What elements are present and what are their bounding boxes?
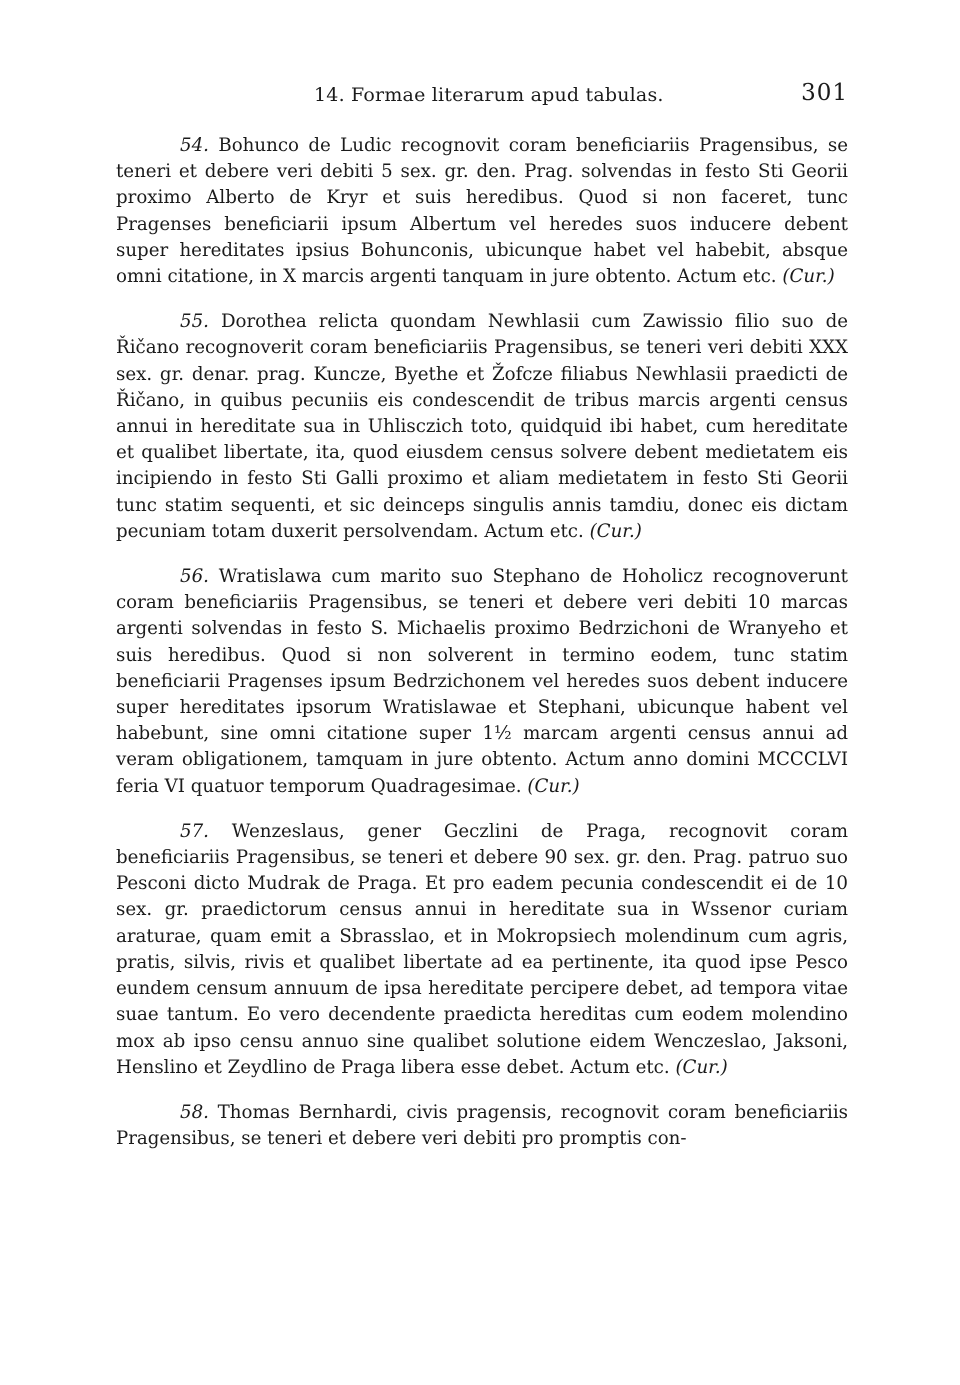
entry-source: (Cur.)	[527, 775, 580, 797]
entry-58	[116, 1100, 848, 1152]
entry-source: (Cur.)	[589, 520, 642, 542]
entry-text: Wenzeslaus, gener Geczlini de Praga, recognovit coram beneficiariis Pragensibus, se teneri et debere 90 sex. gr. den. Prag. patruo suo Pesconi dicto Mudrak de Praga. Et pro eadem pecunia condescendit ei de 10 sex. gr. praedictorum census annui in hereditate sua in Wssenor curiam araturae, quam emit a Sbrasslao, et in Mokropsiech molendinum cum agris, pratis, silvis, rivis et qualibet libertate ad ea pertinente, ita quod ipse Pesco eundem censum annuum de ipsa hereditate percipere debet, ad tempora vitae suae tantum. Eo vero decendente praedicta hereditas cum eodem molendino mox ab ipso censu annuo sine qualibet solutione eidem Wenczeslao, Jaksoni, Henslino et Zeydlino de Praga libera esse debet. Actum etc.	[116, 820, 848, 1078]
entry-number: 58.	[180, 1101, 209, 1123]
entry-56	[116, 564, 848, 800]
entry-text: Thomas Bernhardi, civis pragensis, recognovit coram beneficiariis Pragensibus, se teneri et debere veri debiti pro promptis con-	[116, 1101, 848, 1150]
entry-57	[116, 819, 848, 1081]
entry-number: 56.	[180, 566, 209, 588]
entry-number: 55.	[180, 311, 209, 333]
entry-text: Wratislawa cum marito suo Stephano de Hoholicz recognoverunt coram beneficiariis Pragensibus, se teneri et debere veri debiti 10 marcas argenti solvendas in festo S. Michaelis proximo Bedrzichoni de Wranyeho et suis heredibus. Quod si non solverent in termino eodem, tunc statim beneficiarii Pragenses ipsum Bedrzichonem vel heredes suos debent inducere super hereditates ipsorum Wratislawae et Stephani, ubicunque habent vel habebunt, sine omni citatione super 1½ marcam argenti census annui ad veram obligationem, tamquam in jure obtento. Actum anno domini MCCCLVI feria VI quatuor temporum Quadragesimae.	[116, 566, 848, 797]
entry-text: Dorothea relicta quondam Newhlasii cum Zawissio filio suo de Řičano recognoverit coram beneficiariis Pragensibus, se teneri veri debiti XXX sex. gr. denar. prag. Kuncze, Byethe et Žofcze filiabus Newhlasii praedicti de Řičano, in quibus pecuniis eis condescendit de tribus marcis argenti census annui in hereditate sua in Uhlisczich toto, quidquid ibi habet, cum hereditate et qualibet libertate, ita, quod eiusdem census solvere debent medietatem eis incipiendo in festo Sti Galli proximo et aliam medietatem in festo Sti Georii tunc statim sequenti, et sic deinceps singulis annis tamdiu, donec eis dictam pecuniam totam duxerit persolvendam. Actum etc.	[116, 311, 848, 542]
running-title: 14. Formae literarum apud tabulas.	[314, 84, 664, 106]
entry-54	[116, 133, 848, 290]
entry-55	[116, 309, 848, 545]
entry-text: Bohunco de Ludic recognovit coram beneficiariis Pragensibus, se teneri et debere veri debiti 5 sex. gr. den. Prag. solvendas in festo Sti Georii proximo Alberto de Kryr et suis heredibus. Quod si non faceret, tunc Pragenses beneficiarii ipsum Albertum vel heredes suos inducere debent super hereditates ipsius Bohunconis, ubicunque habet vel habebit, absque omni citatione, in X marcis argenti tanquam in jure obtento. Actum etc.	[116, 135, 848, 288]
entry-source: (Cur.)	[675, 1056, 728, 1078]
running-head	[116, 80, 848, 110]
page-number: 301	[801, 80, 848, 106]
body-text	[116, 133, 848, 1171]
entry-source: (Cur.)	[782, 266, 835, 288]
entry-number: 57.	[180, 820, 209, 842]
entry-number: 54.	[180, 135, 209, 156]
